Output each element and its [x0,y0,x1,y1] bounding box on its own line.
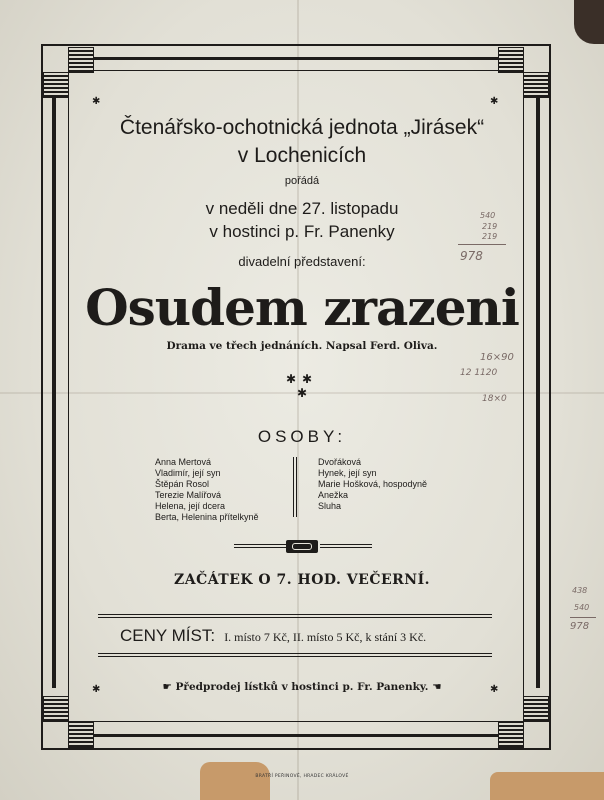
cast-role: Terezie Malířová [155,490,222,500]
corner-ornament-tr [498,47,524,73]
cast-list-left [155,457,259,523]
event-type: divadelní představení: [238,254,366,269]
prices-label: CENY MÍST: [120,626,216,645]
event-venue: v hostinci p. Fr. Panenky [209,222,395,241]
pencil-note-right-1: 438 [572,586,588,595]
cast-heading: OSOBY: [257,427,347,446]
organization-location: v Lochenicích [237,144,367,167]
pencil-note-2: 219 [482,222,498,231]
star-ornament-tl: ✱ [92,96,101,107]
pencil-note-mid-2: 12 1120 [460,368,498,378]
start-time: ZAČÁTEK O 7. HOD. VEČERNÍ. [173,572,431,588]
cast-role: Sluha [318,501,342,511]
cast-role: Vladimír, její syn [155,468,221,478]
presale-text: Předprodej lístků v hostinci p. Fr. Panenky. [175,681,429,693]
pencil-note-mid-3: 18×0 [482,394,507,404]
corner-ornament-rt [523,72,549,98]
corner-ornament-lb [43,696,69,722]
organization-name: Čtenářsko-ochotnická jednota „Jirásek“ [119,116,485,139]
presents-label: pořádá [284,175,320,187]
frame-bar-bottom [94,734,498,737]
play-subtitle: Drama ve třech jednáních. Napsal Ferd. Oliva. [166,340,438,352]
cast-role: Hynek, její syn [318,468,377,478]
pointing-hand-icon-right: ☚ [432,681,442,693]
cast-divider [293,457,297,517]
prices-value: I. místo 7 Kč, II. místo 5 Kč, k stání 3 Kč. [224,630,427,644]
pencil-note-3: 219 [482,232,498,241]
frame-bar-top [94,57,498,60]
play-title: Osudem zrazeni [85,278,519,337]
star-ornament-bl: ✱ [92,684,101,695]
pencil-sum-line-right [570,617,596,618]
prices-rule-top [98,614,492,618]
star-ornament-bottom: ✱ [296,386,308,400]
star-ornament-br: ✱ [490,684,499,695]
torn-corner-top-right [574,0,604,44]
cast-role: Anežka [318,490,349,500]
pencil-note-right-sum: 978 [570,621,590,632]
pencil-note-right-2: 540 [574,603,590,612]
printer-imprint: BRATŘÍ PEŘINOVÉ, HRADEC KRÁLOVÉ [255,774,349,779]
cast-role: Helena, její dcera [155,501,226,511]
torn-corner-bottom-left [200,762,270,800]
ornament-divider [234,540,372,554]
presale-notice [0,681,604,693]
cast-role: Berta, Helenina přítelkyně [155,512,259,522]
ticket-prices [120,626,426,646]
star-ornament-tr: ✱ [490,96,499,107]
cast-list-right [318,457,427,512]
corner-ornament-br [498,722,524,748]
pencil-sum-line [458,244,506,245]
pencil-note-sum: 978 [460,249,483,263]
prices-rule-bottom [98,653,492,657]
star-ornament-top: ✱✱ [285,372,319,386]
cast-role: Dvořáková [318,457,362,467]
corner-ornament-tl [68,47,94,73]
pencil-note-mid-1: 16×90 [480,352,514,363]
pencil-note-1: 540 [480,211,496,220]
event-date: v neděli dne 27. listopadu [205,199,399,218]
cast-role: Štěpán Rosol [155,479,210,489]
pointing-hand-icon-left: ☛ [162,681,172,693]
corner-ornament-rb [523,696,549,722]
corner-ornament-bl [68,722,94,748]
corner-ornament-lt [43,72,69,98]
cast-role: Marie Hošková, hospodyně [318,479,428,489]
cast-role: Anna Mertová [155,457,212,467]
